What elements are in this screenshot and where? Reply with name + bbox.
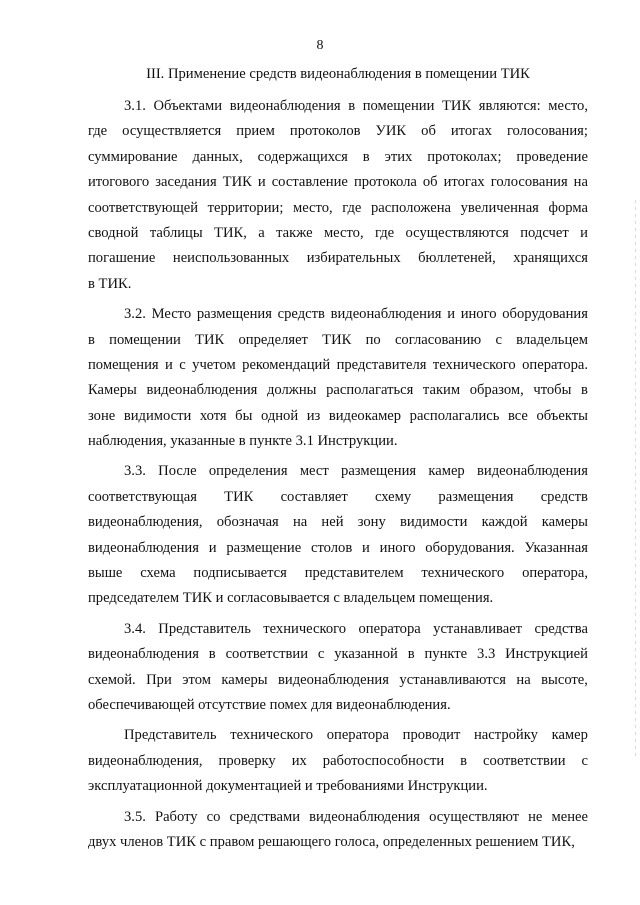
paragraph bbox=[88, 617, 588, 719]
text-line: схемой. При этом камеры видеонаблюдения устанавливаются на высоте, bbox=[88, 671, 588, 688]
text-line: зоне видимости хотя бы одной из видеокамер располагались все объекты bbox=[88, 407, 588, 424]
text-line: двух членов ТИК с правом решающего голоса, определенных решением ТИК, bbox=[88, 833, 575, 850]
text-line: видеонаблюдения и размещение столов и иного оборудования. Указанная bbox=[88, 539, 588, 556]
text-line: 3.2. Место размещения средств видеонаблюдения и иного оборудования bbox=[124, 306, 588, 323]
text-line: в ТИК. bbox=[88, 275, 132, 292]
text-line: Камеры видеонаблюдения должны располагаться таким образом, чтобы в bbox=[88, 382, 588, 399]
text-line: соответствующая ТИК составляет схему размещения средств bbox=[88, 488, 588, 505]
scan-edge-artifact bbox=[635, 200, 636, 760]
paragraph bbox=[88, 459, 588, 611]
text-line: где осуществляется прием протоколов УИК об итогах голосования; bbox=[88, 123, 588, 140]
text-line: в помещении ТИК определяет ТИК по согласованию с владельцем bbox=[88, 331, 588, 348]
document-body bbox=[88, 94, 588, 855]
text-line: видеонаблюдения в соответствии с указанной в пункте 3.3 Инструкцией bbox=[88, 646, 588, 663]
text-line: наблюдения, указанные в пункте 3.1 Инструкции. bbox=[88, 433, 398, 450]
text-line: итогового заседания ТИК и составление протокола об итогах голосования на bbox=[88, 174, 588, 191]
text-line: выше схема подписывается представителем технического оператора, bbox=[88, 565, 588, 582]
text-line: 3.5. Работу со средствами видеонаблюдения осуществляют не менее bbox=[124, 808, 588, 825]
text-line: Представитель технического оператора проводит настройку камер bbox=[124, 727, 588, 744]
text-line: погашение неиспользованных избирательных бюллетеней, хранящихся bbox=[88, 250, 588, 267]
text-line: помещения и с учетом рекомендаций представителя технического оператора. bbox=[88, 356, 588, 373]
text-line: 3.1. Объектами видеонаблюдения в помещении ТИК являются: место, bbox=[124, 98, 588, 114]
text-line: видеонаблюдения, обозначая на ней зону видимости каждой камеры bbox=[88, 514, 588, 531]
text-line: эксплуатационной документацией и требованиями Инструкции. bbox=[88, 778, 488, 795]
text-line: суммирование данных, содержащихся в этих протоколах; проведение bbox=[88, 148, 588, 165]
text-line: сводной таблицы ТИК, а также место, где осуществляются подсчет и bbox=[88, 224, 588, 241]
paragraph bbox=[88, 302, 588, 454]
text-line: председателем ТИК и согласовывается с владельцем помещения. bbox=[88, 590, 494, 607]
page-number: 8 bbox=[316, 38, 324, 53]
text-line: 3.3. После определения мест размещения камер видеонаблюдения bbox=[124, 463, 588, 480]
paragraph bbox=[88, 805, 588, 856]
section-title: III. Применение средств видеонаблюдения в помещении ТИК bbox=[146, 66, 530, 82]
text-line: обеспечивающей отсутствие помех для видеонаблюдения. bbox=[88, 696, 451, 713]
paragraph bbox=[88, 723, 588, 799]
text-line: соответствующей территории; место, где расположена увеличенная форма bbox=[88, 199, 588, 216]
paragraph bbox=[88, 94, 588, 297]
text-line: 3.4. Представитель технического оператора устанавливает средства bbox=[124, 620, 588, 637]
text-line: видеонаблюдения, проверку их работоспособности в соответствии с bbox=[88, 752, 588, 769]
